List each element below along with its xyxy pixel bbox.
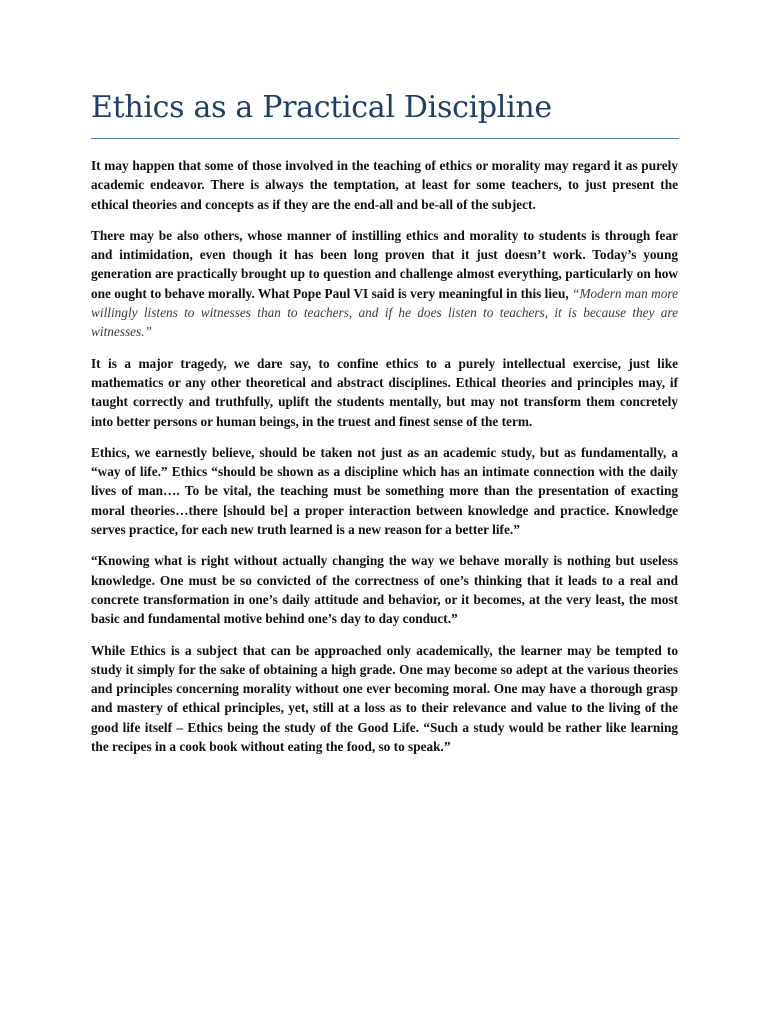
pope-paul-quote: “Modern man more willingly listens to witnesses than to teachers, and if he does listen to teachers, it is because they are witnesses.” [91,285,678,340]
document-body [91,156,678,768]
paragraph-3 [91,354,678,431]
paragraph-2 [91,226,678,342]
paragraph-4-text: Ethics, we earnestly believe, should be taken not just as an academic study, but as fundamentally, a “way of life.” Ethics “should be shown as a discipline which has an intimate connection with the daily lives of man…. To be vital, the teaching must be something more than the presentation of exacting moral theories…there [should be] a proper interaction between knowledge and practice. Knowledge serves practice, for each new truth learned is a new reason for a better life.” [91,444,678,538]
paragraph-2-text: There may be also others, whose manner of instilling ethics and morality to students is through fear and intimidation, even though it has been long proven that it just doesn’t work. Today’s young generation are practically brought up to question and challenge almost everything, particularly on how one ought to behave morally. What Pope Paul VI said is very meaningful in this lieu, [91,227,678,301]
paragraph-6-text: While Ethics is a subject that can be approached only academically, the learner may be tempted to study it simply for the sake of obtaining a high grade. One may become so adept at the various theories and principles concerning morality without one ever becoming moral. One may have a thorough grasp and mastery of ethical principles, yet, still at a loss as to their relevance and value to the living of the good life itself – Ethics being the study of the Good Life. “Such a study would be rather like learning the recipes in a cook book without eating the food, so to speak.” [91,642,678,755]
paragraph-4 [91,443,678,539]
paragraph-1-text: It may happen that some of those involved in the teaching of ethics or morality may regard it as purely academic endeavor. There is always the temptation, at least for some teachers, to just present the ethical theories and concepts as if they are the end-all and be-all of the subject. [91,158,678,212]
paragraph-5 [91,551,678,628]
paragraph-3-text: It is a major tragedy, we dare say, to confine ethics to a purely intellectual exercise, just like mathematics or any other theoretical and abstract disciplines. Ethical theories and principles may, if taught correctly and truthfully, uplift the students mentally, but may not transform them concretely into better persons or human beings, in the truest and finest sense of the term. [91,355,678,429]
paragraph-6 [91,641,678,757]
paragraph-1 [91,156,678,214]
document-title: Ethics as a Practical Discipline [91,90,552,125]
paragraph-5-text: “Knowing what is right without actually changing the way we behave morally is nothing but useless knowledge. One must be so convicted of the correctness of one’s thinking that it leads to a real and concrete transformation in one’s daily attitude and behavior, or it becomes, at the very least, the most basic and fundamental motive behind one’s day to day conduct.” [91,553,678,627]
title-underline [91,138,679,139]
